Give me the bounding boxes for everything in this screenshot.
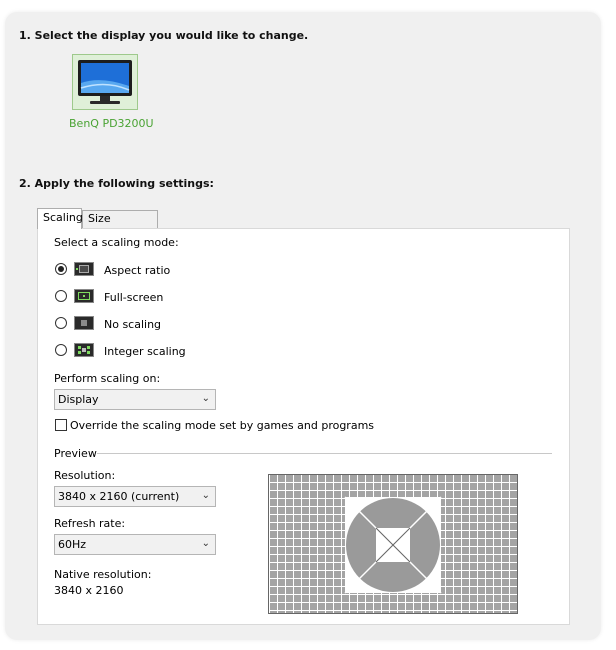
override-checkbox[interactable]: [55, 419, 67, 431]
tab-scaling[interactable]: Scaling: [37, 208, 82, 229]
resolution-label: Resolution:: [54, 469, 116, 482]
monitor-icon: [76, 58, 134, 106]
full-screen-label[interactable]: Full-screen: [104, 291, 164, 304]
no-scaling-radio[interactable]: [55, 317, 67, 329]
integer-scaling-label[interactable]: Integer scaling: [104, 345, 186, 358]
perform-scaling-label: Perform scaling on:: [54, 372, 161, 385]
full-screen-icon: [74, 289, 94, 303]
preview-divider: [97, 453, 552, 454]
tab-size[interactable]: Size: [82, 210, 158, 228]
native-resolution-label: Native resolution:: [54, 568, 152, 581]
preview-label: Preview: [54, 447, 97, 460]
step1-heading: 1. Select the display you would like to change.: [19, 29, 309, 42]
native-resolution-value: 3840 x 2160: [54, 584, 124, 597]
scaling-mode-label: Select a scaling mode:: [54, 236, 179, 249]
aspect-ratio-radio[interactable]: [55, 263, 67, 275]
resolution-value: 3840 x 2160 (current): [58, 490, 180, 503]
full-screen-radio[interactable]: [55, 290, 67, 302]
scaling-preview: [268, 474, 518, 614]
chevron-down-icon: ⌄: [201, 538, 210, 549]
resolution-select[interactable]: [54, 486, 216, 507]
refresh-rate-label: Refresh rate:: [54, 517, 126, 530]
step2-heading: 2. Apply the following settings:: [19, 177, 214, 190]
override-label[interactable]: Override the scaling mode set by games and programs: [70, 419, 375, 432]
perform-scaling-select[interactable]: [54, 389, 216, 410]
chevron-down-icon: ⌄: [201, 393, 210, 404]
aspect-ratio-icon: [74, 262, 94, 276]
integer-scaling-radio[interactable]: [55, 344, 67, 356]
aspect-ratio-label[interactable]: Aspect ratio: [104, 264, 171, 277]
display-tile[interactable]: [72, 54, 138, 110]
perform-scaling-value: Display: [58, 393, 99, 406]
refresh-rate-select[interactable]: [54, 534, 216, 555]
chevron-down-icon: ⌄: [201, 490, 210, 501]
no-scaling-label[interactable]: No scaling: [104, 318, 162, 331]
refresh-rate-value: 60Hz: [58, 538, 87, 551]
integer-scaling-icon: [74, 343, 94, 357]
preview-test-pattern: [269, 475, 517, 613]
display-label[interactable]: BenQ PD3200U: [69, 117, 154, 130]
no-scaling-icon: [74, 316, 94, 330]
